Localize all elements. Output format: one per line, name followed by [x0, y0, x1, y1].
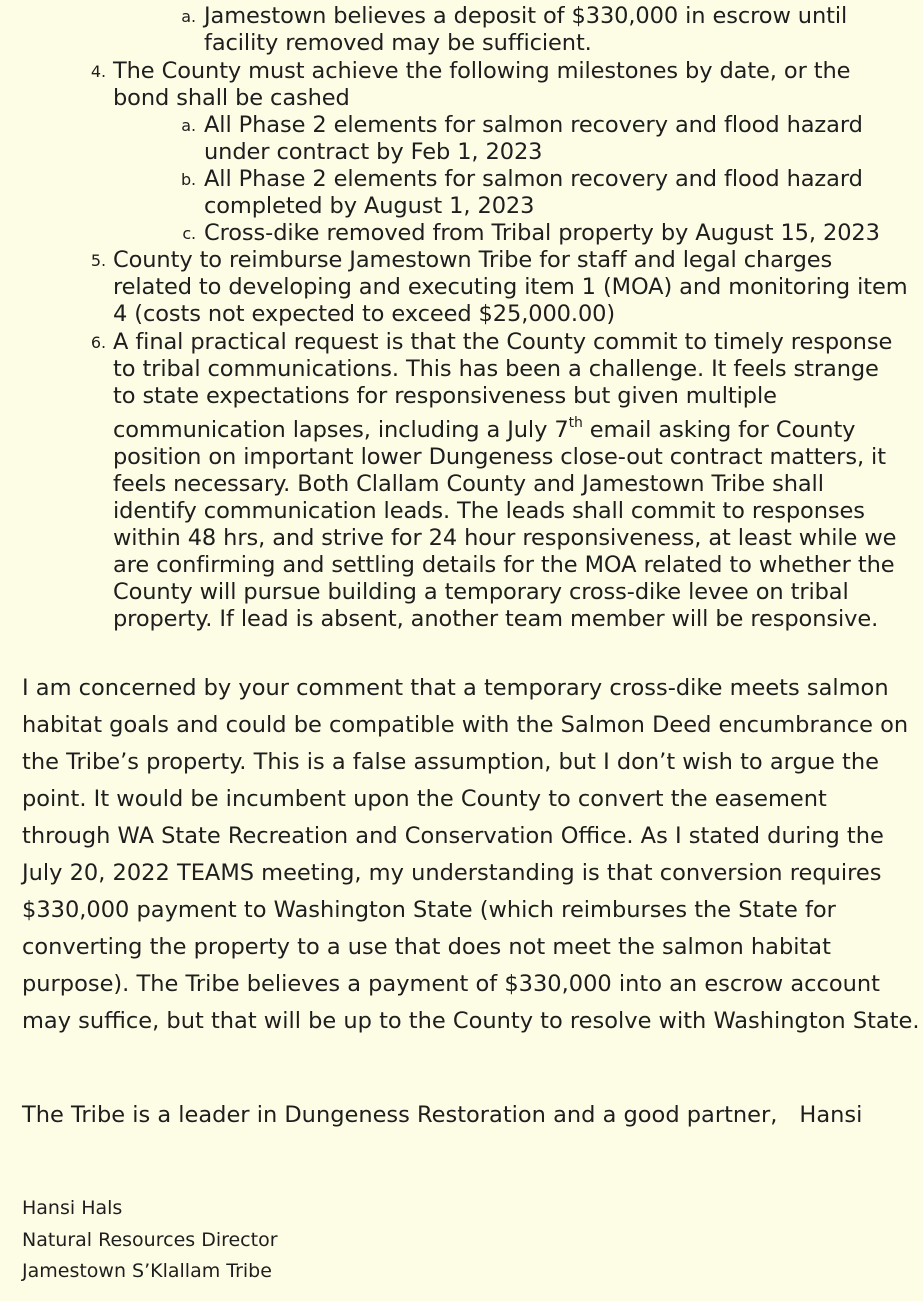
list-item-text: [204, 3, 847, 57]
text-line: bond shall be cashed: [113, 85, 350, 111]
text-line: All Phase 2 elements for salmon recovery and flood hazard: [204, 112, 863, 138]
list-item-text: [113, 247, 908, 328]
text-line: A final practical request is that the County commit to timely response: [113, 329, 893, 355]
closing-line: [22, 1100, 862, 1130]
text-line: purpose). The Tribe believes a payment of $330,000 into an escrow account: [22, 971, 880, 997]
list-marker: 5.: [90, 251, 106, 270]
list-item-text: [204, 166, 863, 220]
text-line: under contract by Feb 1, 2023: [204, 139, 543, 165]
list-marker: c.: [182, 224, 196, 243]
text-line: Jamestown believes a deposit of $330,000 in escrow until: [204, 3, 848, 29]
text-line: completed by August 1, 2023: [204, 193, 535, 219]
text-line: County to reimburse Jamestown Tribe for staff and legal charges: [113, 247, 833, 273]
text-line: through WA State Recreation and Conservation Office. As I stated during the: [22, 823, 884, 849]
text-line: I am concerned by your comment that a temporary cross-dike meets salmon: [22, 675, 889, 701]
closing-name: Hansi: [799, 1102, 863, 1128]
list-item-text: [113, 58, 850, 112]
superscript: th: [568, 415, 583, 431]
signature-block: [22, 1193, 278, 1288]
text-line: July 20, 2022 TEAMS meeting, my understanding is that conversion requires: [22, 860, 882, 886]
text-line: All Phase 2 elements for salmon recovery and flood hazard: [204, 166, 863, 192]
text-line: facility removed may be sufficient.: [204, 30, 592, 56]
text-line: may suffice, but that will be up to the County to resolve with Washington State.: [22, 1008, 920, 1034]
text-fragment: email asking for County: [582, 417, 856, 443]
text-line: within 48 hrs, and strive for 24 hour responsiveness, at least while we: [113, 525, 897, 551]
text-line: point. It would be incumbent upon the County to convert the easement: [22, 786, 827, 812]
list-marker: a.: [181, 7, 196, 26]
text-line: related to developing and executing item 1 (MOA) and monitoring item: [113, 274, 908, 300]
text-line: converting the property to a use that does not meet the salmon habitat: [22, 934, 831, 960]
body-paragraph: [22, 670, 920, 1040]
list-marker: b.: [180, 170, 196, 189]
closing-text: The Tribe is a leader in Dungeness Restoration and a good partner,: [22, 1102, 778, 1128]
list-item-text: [204, 220, 880, 247]
list-item-text: [113, 329, 896, 633]
text-line: The County must achieve the following milestones by date, or the: [113, 58, 851, 84]
text-line: to state expectations for responsiveness but given multiple: [113, 383, 777, 409]
text-line: 4 (costs not expected to exceed $25,000.00): [113, 301, 616, 327]
text-line: the Tribe’s property. This is a false assumption, but I don’t wish to argue the: [22, 749, 879, 775]
text-line: [113, 417, 896, 444]
text-line: habitat goals and could be compatible with the Salmon Deed encumbrance on: [22, 712, 909, 738]
text-fragment: communication lapses, including a July 7: [113, 417, 569, 443]
signatory-organization: Jamestown S’Klallam Tribe: [22, 1260, 272, 1282]
text-line: County will pursue building a temporary cross-dike levee on tribal: [113, 579, 849, 605]
text-line: feels necessary. Both Clallam County and Jamestown Tribe shall: [113, 471, 824, 497]
text-line: Cross-dike removed from Tribal property by August 15, 2023: [204, 220, 880, 246]
text-line: are confirming and settling details for the MOA related to whether the: [113, 552, 895, 578]
list-marker: 4.: [90, 62, 106, 81]
text-line: $330,000 payment to Washington State (which reimburses the State for: [22, 897, 836, 923]
text-line: identify communication leads. The leads shall commit to responses: [113, 498, 865, 524]
list-marker: 6.: [90, 333, 106, 352]
text-line: property. If lead is absent, another team member will be responsive.: [113, 606, 879, 632]
signatory-title: Natural Resources Director: [22, 1228, 278, 1251]
text-line: position on important lower Dungeness close-out contract matters, it: [113, 444, 886, 470]
list-item-text: [204, 112, 863, 166]
list-marker: a.: [181, 116, 196, 135]
signatory-name: Hansi Hals: [22, 1197, 123, 1219]
text-line: to tribal communications. This has been a challenge. It feels strange: [113, 356, 879, 382]
